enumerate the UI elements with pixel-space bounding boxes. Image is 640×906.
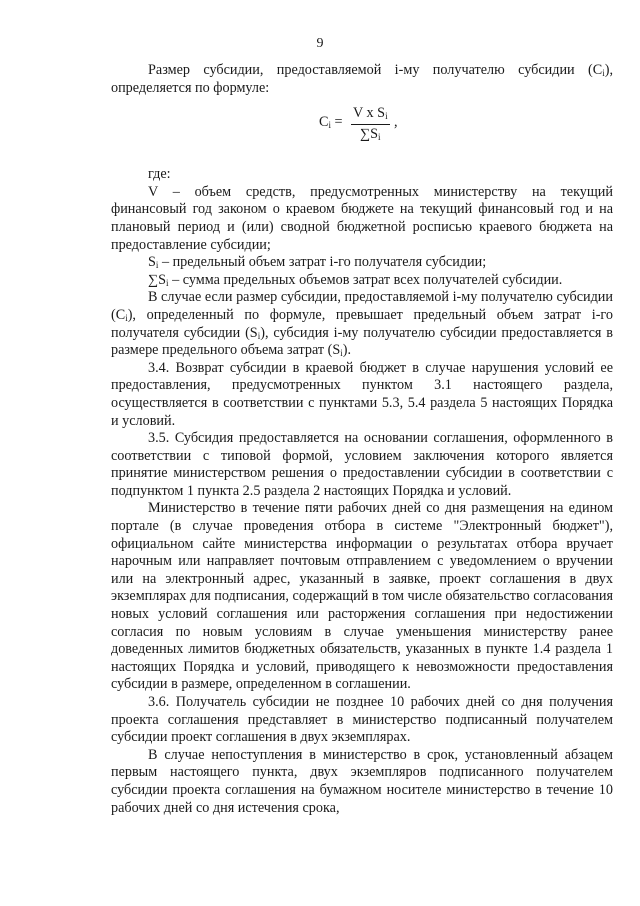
paragraph-ministry-agreement: Министерство в течение пяти рабочих дней со дня размещения на едином портале (в случае проведения отбора в системе "Электронный бюджет"), официальном сайте министерства информации о результатах отбора вручает нарочным или направляет почтовым отправлением с уведомлением о вручении или на электронный адрес, указанный в заявке, проект соглашения в двух экземплярах для подписания, содержащий в том числе обязательство согласования новых условий соглашения или расторжения соглашения при недостижении согласия по новым условиям в случае уменьшения министерству ранее доведенных лимитов бюджетных обязательств, указанных в пункте 1.4 раздела 1 настоящих Порядка и условий, приводящего к невозможности предоставления субсидии в размере, определенном в соглашении. bbox=[111, 500, 614, 693]
formula-numerator: V x $S_i$ bbox=[351, 105, 390, 125]
paragraph-3-5: 3.5. Субсидия предоставляется на основании соглашения, оформленного в соответствии с типовой формой, условием заключения которого является принятие министерством решения о предоставлении субсидии в соответствии с подпунктом 1 пункта 2.5 раздела 2 настоящих Порядка и условий. bbox=[111, 430, 613, 499]
formula-fraction bbox=[351, 105, 390, 143]
subsidy-formula bbox=[111, 105, 613, 142]
paragraph-exceed-limit: В случае если размер субсидии, предоставляемой i-му получателю субсидии $(C_i)$, определенный по формуле, превышает предельный объем затрат i-го получателя субсидии $(S_i)$, субсидия i-му получателю субсидии предоставляется в размере предельного объема затрат $(S_i)$. bbox=[111, 289, 614, 359]
paragraph-3-6: 3.6. Получатель субсидии не позднее 10 рабочих дней со дня получения проекта соглашения представляет в министерство подписанный получателем субсидии проект соглашения в двух экземплярах. bbox=[111, 694, 613, 746]
paragraph-3-4: 3.4. Возврат субсидии в краевой бюджет в случае нарушения условий ее предоставления, предусмотренных пунктом 3.1 настоящего раздела, осуществляется в соответствии с пунктами 5.3, 5.4 раздела 5 настоящих Порядка и условий. bbox=[111, 359, 613, 429]
page-number: 9 bbox=[316, 36, 324, 51]
definition-v: V – объем средств, предусмотренных министерству на текущий финансовый год законом о краевом бюджете на текущий финансовый год и на плановый период и (или) сводной бюджетной росписью краевого бюджета на предоставление субсидии; bbox=[111, 183, 613, 253]
formula-tail: , bbox=[394, 114, 398, 131]
paragraph-subsidy-size: Размер субсидии, предоставляемой i-му получателю субсидии $(C_i)$, определяется по формуле: bbox=[111, 62, 613, 96]
definition-si: $S_i$ – предельный объем затрат i-го получателя субсидии; bbox=[148, 254, 487, 271]
definition-sum-si: $\sum S_i$ – сумма предельных объемов затрат всех получателей субсидии. bbox=[148, 271, 563, 288]
spacer bbox=[111, 149, 613, 166]
paragraph-non-receipt: В случае непоступления в министерство в срок, установленный абзацем первым настоящего пункта, двух экземпляров подписанного получателем субсидии проекта соглашения на бумажном носителе министерство в течение 10 рабочих дней со дня истечения срока, bbox=[111, 746, 613, 816]
where-label: где: bbox=[148, 166, 171, 183]
document-body bbox=[111, 62, 613, 817]
formula-denominator: $\sum S_i$ bbox=[360, 125, 381, 142]
formula-lhs: $C_i$ = bbox=[319, 114, 343, 131]
